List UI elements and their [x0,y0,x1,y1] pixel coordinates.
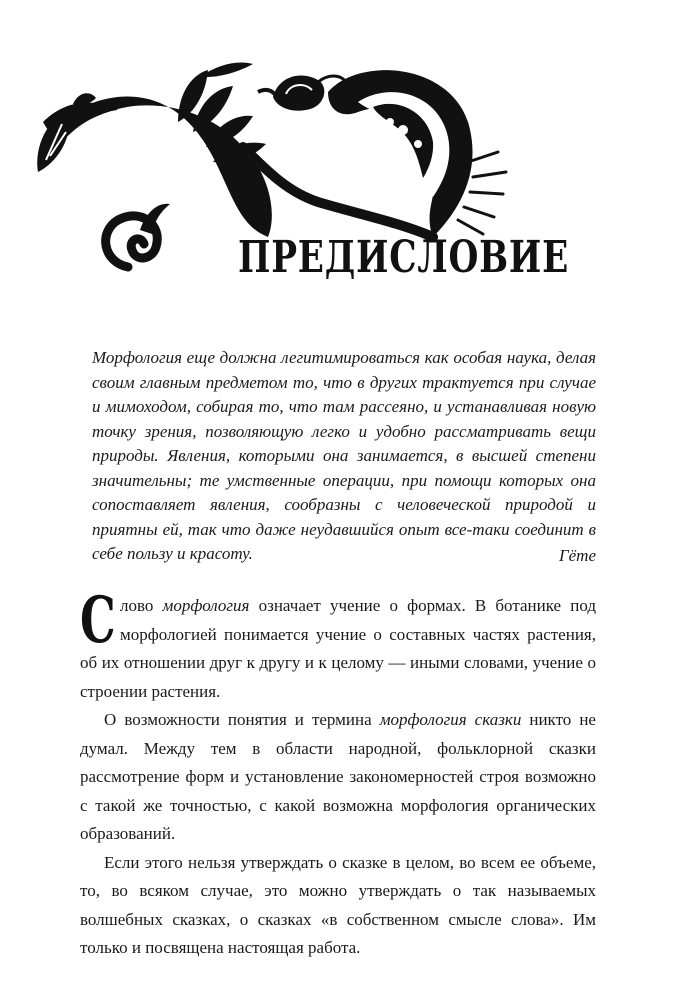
paragraph-1 [80,583,596,706]
paragraph-2-emphasis: морфология сказки [379,710,522,729]
paragraph-1-text-b: означает учение о формах. В ботанике под морфологией понимается учение о составных частях растения, об их отношении друг к другу и к целому — иными словами, учение о строении растения. [80,596,596,701]
epigraph-author: Гёте [558,546,596,565]
flower-bud-icon [273,75,324,110]
paragraph-3: Если этого нельзя утверждать о сказке в целом, во всем ее объеме, то, во всяком случае, это можно утверждать о так называемых волшебных сказках, о сказках «в собственном смысле слова». Им только и посвящена настоящая работа. [80,852,596,957]
paragraph-1-emphasis: морфология [162,596,250,615]
drop-cap: С [80,583,116,658]
epigraph-text: Морфология еще должна легитимироваться как особая наука, делая своим главным предметом то, что в других трактуется при случае и мимоходом, собирая то, что там рассеяно, и устанавливая новую точку зрения, позволяющую легко и удобно рассматривать вещи природы. Явления, которыми она занимается, в высшей степени значительны; те умственные операции, при помощи которых она сопоставляет явления, сообразны с человеческой природой и приятны ей, так что даже неудавшийся опыт все-таки соединит в себе пользу и красоту. [92,348,596,563]
body-text [80,583,596,963]
page-title: ПРЕДИСЛОВИЕ [238,232,570,283]
paragraph-2-text-b: никто не думал. Между тем в области народной, фольклорной сказки рассмотрение форм и установление закономерностей строя возможно с такой же точностью, с какой возможна морфология органических образований. [80,710,596,843]
paragraph-1-text-a: лово [120,596,163,615]
paragraph-2 [80,706,596,849]
paragraph-2-text-a: О возможности понятия и термина [104,710,380,729]
